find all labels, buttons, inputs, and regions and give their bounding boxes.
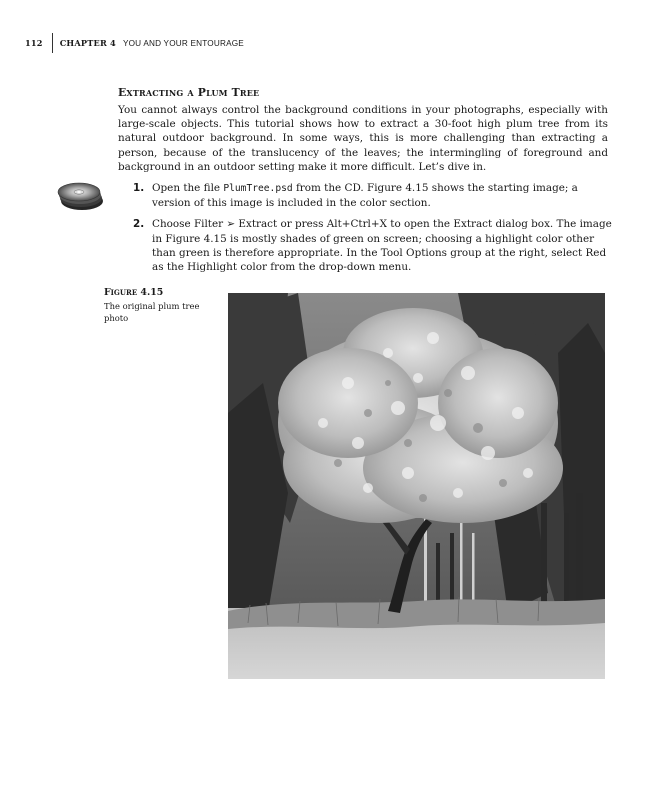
section-heading: Extracting a Plum Tree bbox=[118, 86, 260, 99]
figure-caption: The original plum tree photo bbox=[104, 301, 200, 324]
step-number: 1. bbox=[133, 182, 145, 194]
step-text: from the CD. Figure 4.15 shows the starting image; a version of this image is included in the color section. bbox=[152, 182, 578, 210]
cd-disc-stack-icon bbox=[55, 178, 105, 214]
chapter-label: CHAPTER 4 bbox=[59, 38, 116, 48]
intro-paragraph: You cannot always control the background conditions in your photographs, especially with large-scale objects. This tutorial shows how to extract a 30-foot high plum tree from its natural outdoor background. In some ways, this is more challenging than extracting a person, because of the translucency of the leaves; the intermingling of foreground and background in an outdoor setting make it more difficult. Let’s dive in. bbox=[118, 104, 608, 173]
step-filename: PlumTree.psd bbox=[223, 183, 293, 194]
step-text: Choose Filter ➢ Extract or press Alt+Ctrl+X to open the Extract dialog box. The image in Figure 4.15 is mostly shades of green on screen; choosing a highlight color other than green is therefore appropriate. In the Tool Options group at the right, select Red as the Highlight color from the drop-down menu. bbox=[152, 218, 612, 274]
step-number: 2. bbox=[133, 218, 145, 231]
figure-label: Figure 4.15 bbox=[104, 287, 164, 298]
step-text: Open the file bbox=[152, 182, 224, 194]
plum-tree-photo bbox=[228, 293, 605, 679]
step-item bbox=[133, 181, 613, 210]
step-item bbox=[133, 217, 613, 274]
header-divider bbox=[52, 33, 53, 53]
page-number: 112 bbox=[25, 38, 43, 48]
running-head bbox=[25, 33, 244, 53]
steps-list bbox=[133, 181, 613, 281]
chapter-title: YOU AND YOUR ENTOURAGE bbox=[122, 38, 244, 48]
